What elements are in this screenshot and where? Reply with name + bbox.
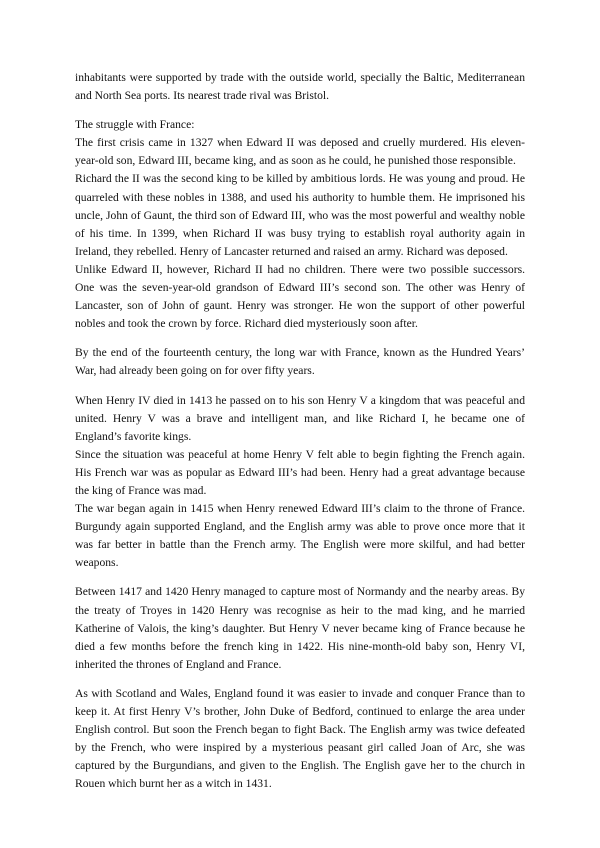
paragraph-hundred-years-war: By the end of the fourteenth century, the long war with France, known as the Hundred Years’ War, had already been going on for over fifty years.	[75, 346, 525, 378]
paragraph-richard-ii: Richard the II was the second king to be killed by ambitious lords. He was young and proud. He quarreled with these nobles in 1388, and used his authority to humble them. He imprisoned his uncle, John of Gaunt, the third son of Edward III, who was the most powerful and wealthy noble of his time. In 1399, when Richard II was busy trying to establish royal authority again in Ireland, they rebelled. Henry of Lancaster returned and raised an army. Richard was deposed.	[75, 172, 525, 258]
paragraph-gap	[75, 674, 525, 685]
paragraph-henry-v-war: Since the situation was peaceful at home Henry V felt able to begin fighting the French again. His French war was as popular as Edward III’s had been. Henry had a great advantage because the king of France was mad.	[75, 447, 525, 497]
paragraph-successors: Unlike Edward II, however, Richard II had no children. There were two possible successors. One was the seven-year-old grandson of Edward III’s second son. The other was Henry of Lancaster, son of John of gaunt. Henry was stronger. He won the support of other powerful nobles and took the crown by force. Richard died mysteriously soon after.	[75, 262, 525, 331]
paragraph-gap	[75, 333, 525, 344]
paragraph-normandy: Between 1417 and 1420 Henry managed to capture most of Normandy and the nearby areas. By the treaty of Troyes in 1420 Henry was recognise as heir to the mad king, and he married Katherine of Valois, the king’s daughter. But Henry V never became king of France because he died a few months before the french king in 1422. His nine-month-old baby son, Henry VI, inherited the thrones of England and France.	[75, 585, 525, 671]
paragraph-gap	[75, 381, 525, 392]
paragraph-henry-iv: When Henry IV died in 1413 he passed on to his son Henry V a kingdom that was peaceful and united. Henry V was a brave and intelligent man, and like Richard I, he became one of England’s favorite kings.	[75, 393, 525, 443]
intro-paragraph: inhabitants were supported by trade with the outside world, specially the Baltic, Mediterranean and North Sea ports. Its nearest trade rival was Bristol.	[75, 71, 525, 103]
paragraph-gap	[75, 105, 525, 116]
paragraph-edward-ii: The first crisis came in 1327 when Edward II was deposed and cruelly murdered. His eleven-year-old son, Edward III, became king, and as soon as he could, he punished those responsible.	[75, 136, 525, 168]
paragraph-gap	[75, 572, 525, 583]
section-heading: The struggle with France:	[75, 118, 195, 132]
paragraph-joan-of-arc: As with Scotland and Wales, England found it was easier to invade and conquer France than to keep it. At first Henry V’s brother, John Duke of Bedford, continued to enlarge the area under English control. But soon the French began to fight Back. The English army was twice defeated by the French, who were inspired by a mysterious peasant girl called Joan of Arc, she was captured by the Burgundians, and given to the English. The English gave her to the church in Rouen which burnt her as a witch in 1431.	[75, 686, 525, 791]
document-body	[75, 69, 525, 793]
paragraph-war-1415: The war began again in 1415 when Henry renewed Edward III’s claim to the throne of France. Burgundy again supported England, and the English army was able to prove once more that it was far better in battle than the French army. The English were more skilful, and had better weapons.	[75, 502, 525, 570]
